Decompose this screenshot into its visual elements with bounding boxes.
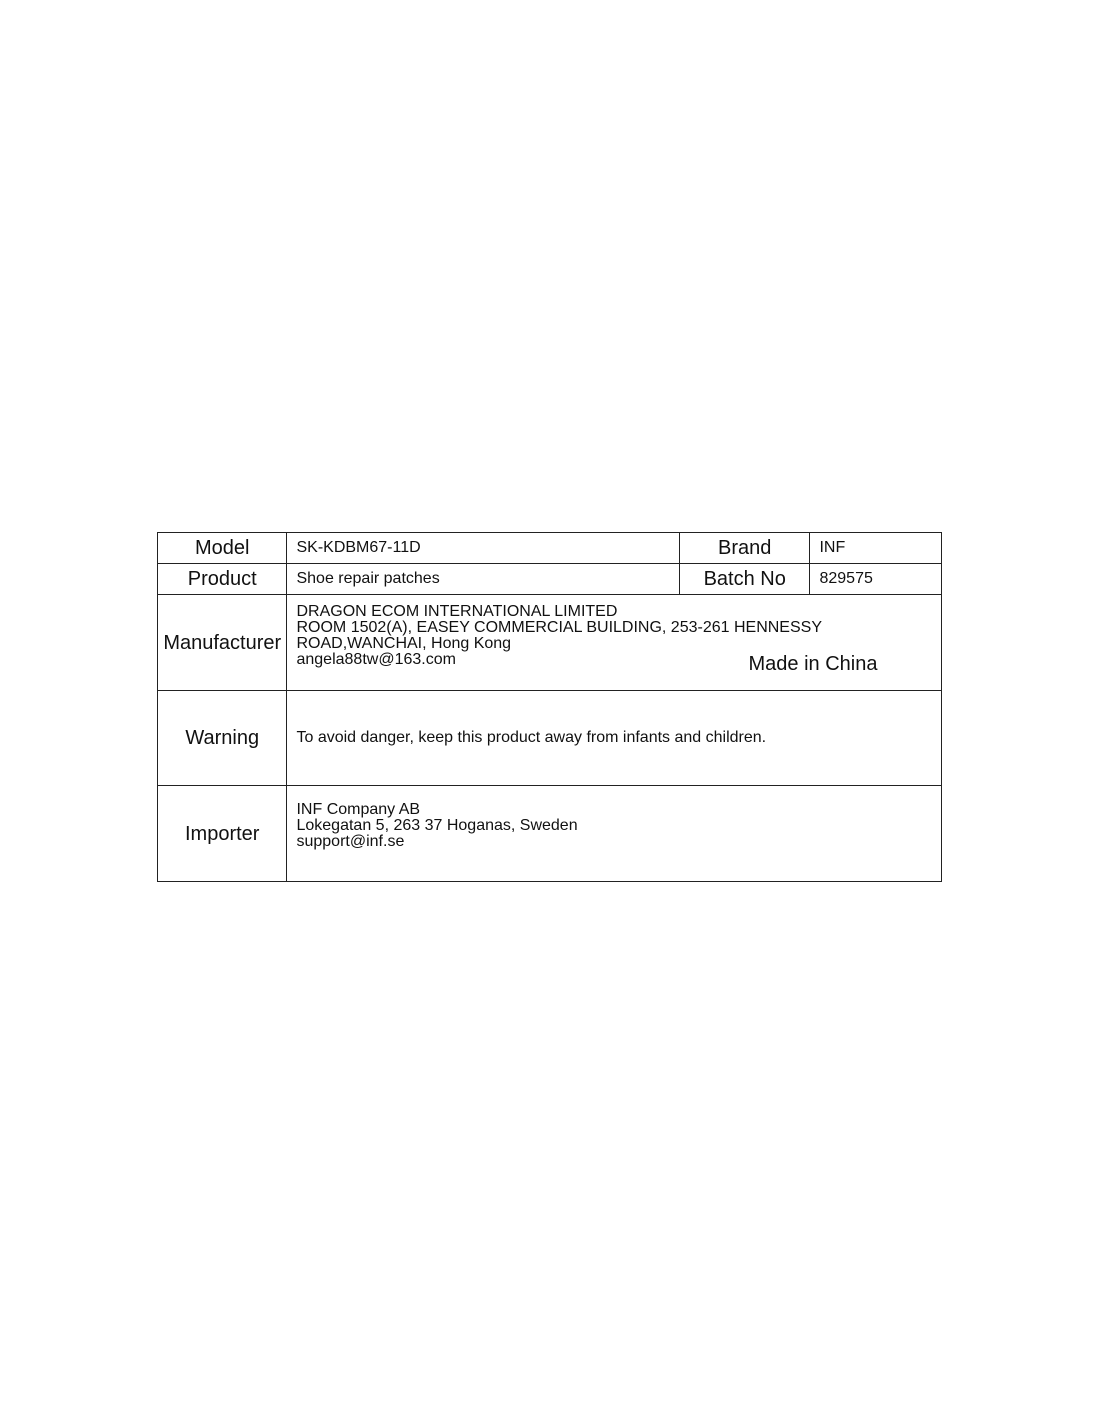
warning-row — [158, 691, 942, 786]
model-row — [158, 533, 942, 564]
batch-value: 829575 — [810, 564, 942, 595]
brand-value: INF — [810, 533, 942, 564]
manufacturer-heading: Manufacturer — [158, 595, 287, 691]
manufacturer-row — [158, 595, 942, 691]
importer-address — [296, 802, 577, 850]
importer-block — [287, 786, 941, 881]
product-label-table — [157, 532, 942, 882]
manufacturer-line: DRAGON ECOM INTERNATIONAL LIMITED — [296, 603, 618, 620]
model-value: SK-KDBM67-11D — [287, 533, 680, 564]
manufacturer-block — [287, 595, 941, 690]
importer-heading: Importer — [158, 786, 287, 882]
importer-line: INF Company AB — [296, 801, 421, 818]
product-row — [158, 564, 942, 595]
country-of-origin: Made in China — [748, 653, 878, 675]
importer-email: support@inf.se — [296, 833, 405, 850]
product-value: Shoe repair patches — [287, 564, 680, 595]
importer-line: Lokegatan 5, 263 37 Hoganas, Sweden — [296, 817, 578, 834]
batch-heading: Batch No — [679, 564, 809, 595]
manufacturer-cell — [287, 595, 942, 691]
warning-text: To avoid danger, keep this product away from infants and children. — [287, 691, 942, 786]
manufacturer-email: angela88tw@163.com — [296, 651, 456, 668]
importer-cell — [287, 786, 942, 882]
product-heading: Product — [158, 564, 287, 595]
warning-heading: Warning — [158, 691, 287, 786]
importer-row — [158, 786, 942, 882]
manufacturer-line: ROOM 1502(A), EASEY COMMERCIAL BUILDING, 253-261 HENNESSY — [296, 619, 822, 636]
brand-heading: Brand — [679, 533, 809, 564]
manufacturer-line: ROAD,WANCHAI, Hong Kong — [296, 635, 512, 652]
manufacturer-address — [296, 604, 822, 668]
model-heading: Model — [158, 533, 287, 564]
